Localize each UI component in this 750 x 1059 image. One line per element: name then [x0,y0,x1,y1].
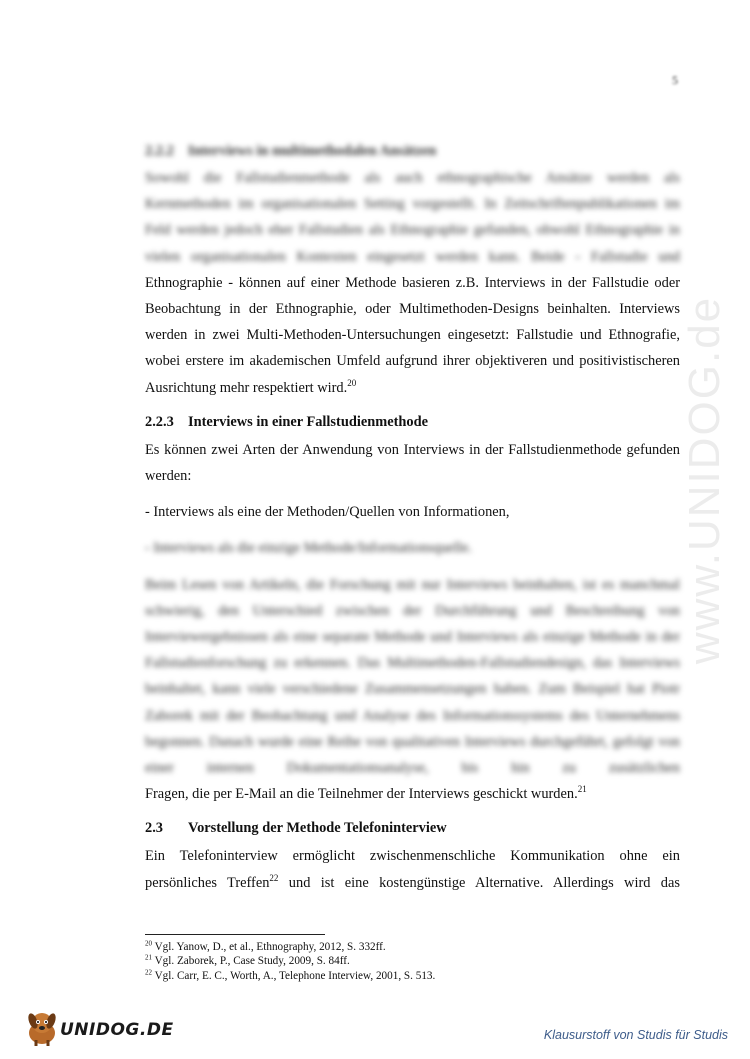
dog-icon [22,1008,62,1048]
section-title: Interviews in multimethodalen Ansätzen [188,143,437,159]
paragraph-text: Ein Telefoninterview ermöglicht zwischenmenschliche Kommunikation ohne ein persönliches Treffen [145,848,680,891]
blurred-line: vielen organisationalen Kontexten eingesetzt werden kann. Beide - Fallstudie und [145,248,680,265]
footnote-divider [145,934,325,935]
section-heading-2-2-2 [145,138,680,164]
unidog-logo[interactable] [22,1008,174,1048]
section-number: 2.3 [145,820,163,837]
list-item: - Interviews als eine der Methoden/Quellen von Informationen, [145,504,510,521]
paragraph-last-line [145,781,680,807]
section-number: 2.2.2 [145,143,174,159]
blurred-paragraph-2-2-3: Beim Lesen von Artikeln, die Forschung mit nur Interviews beinhalten, ist es manchmal schwierig, den Unterschied zwischen der Durchführung und Beschreibung von Interviewergebnissen als eine separate Methode und Interviews als einzige Methode in der Fallstudienforschung zu erkennen. Das Multimethoden-Fallstudiendesign, das Interviews beinhaltet, kann viele verschiedene Zusammensetzungen haben. Zum Beispiel hat Piotr Zaborek mit der Beobachtung und Analyse des Informationssystems des Unternehmens begonnen. Danach wurde eine Reihe von qualitativen Interviews durchgeführt, gefolgt von einer internen Dokumentationsanalyse, bis hin zu zusätzlichen [145,576,680,777]
blurred-line: Feld werden jedoch eher Fallstudien als Ethnographie gefunden, obwohl Ethnographie in [145,222,680,239]
paragraph-intro-2-2-3: Es können zwei Arten der Anwendung von Interviews in der Fallstudienmethode gefunden werden: [145,441,680,485]
footnotes [145,940,680,983]
footer-tagline: Klausurstoff von Studis für Studis [543,1028,728,1042]
footnote-ref[interactable]: 20 [347,377,357,388]
footnote-number: 22 [145,968,152,977]
page-number: 5 [672,73,678,87]
footnote-text: Vgl. Zaborek, P., Case Study, 2009, S. 84ff. [152,955,350,968]
section-title: Interviews in einer Fallstudienmethode [188,413,428,430]
document-body [145,138,680,896]
watermark [680,230,729,730]
footnote-ref[interactable]: 22 [269,872,279,883]
section-title: Vorstellung der Methode Telefoninterview [188,820,447,837]
footnote [145,969,680,983]
footnote-text: Vgl. Yanow, D., et al., Ethnography, 2012, S. 332ff. [152,941,386,953]
list-item-blurred: - Interviews als die einzige Methode/Informationsquelle. [145,540,472,557]
section-heading-2-2-3 [145,409,680,435]
logo-text: UNIDOG.DE [60,1020,174,1040]
blurred-line: Sowohl die Fallstudienmethode als auch ethnographische Ansätze werden als [145,170,680,186]
footnote-number: 21 [145,953,152,962]
blurred-line: Kernmethoden im organisationalen Setting vorgestellt. In Zeitschriftenpublikationen im [145,196,680,213]
paragraph-text: Ethnographie - können auf einer Methode basieren z.B. Interviews in der Fallstudie oder Beobachtung in der Ethnographie, oder Multimethoden-Designs beinhalten. Interviews werden in zwei Multi-Methoden-Untersuchungen eingesetzt: Fallstudie und Ethnografie, wobei erstere im akademischen Umfeld aufgrund ihrer objektiveren und positivistischeren Ausrichtung mehr respektiert wird. [145,274,680,396]
footnote [145,940,680,954]
blurred-paragraph-2-2-2 [145,165,680,270]
paragraph-text: Fragen, die per E-Mail an die Teilnehmer der Interviews geschickt wurden. [145,786,578,803]
paragraph-2-3 [145,843,680,895]
footnote-text: Vgl. Carr, E. C., Worth, A., Telephone Interview, 2001, S. 513. [152,969,436,982]
section-heading-2-3 [145,815,680,841]
paragraph-2-2-2 [145,270,680,401]
paragraph-text: und ist eine kostengünstige Alternative. Allerdings wird das [278,874,680,891]
footnote [145,954,680,968]
watermark-text: www.UNIDOG.de [680,295,729,665]
section-number: 2.2.3 [145,413,174,430]
footnote-ref[interactable]: 21 [577,784,587,795]
footnote-number: 20 [145,939,152,948]
